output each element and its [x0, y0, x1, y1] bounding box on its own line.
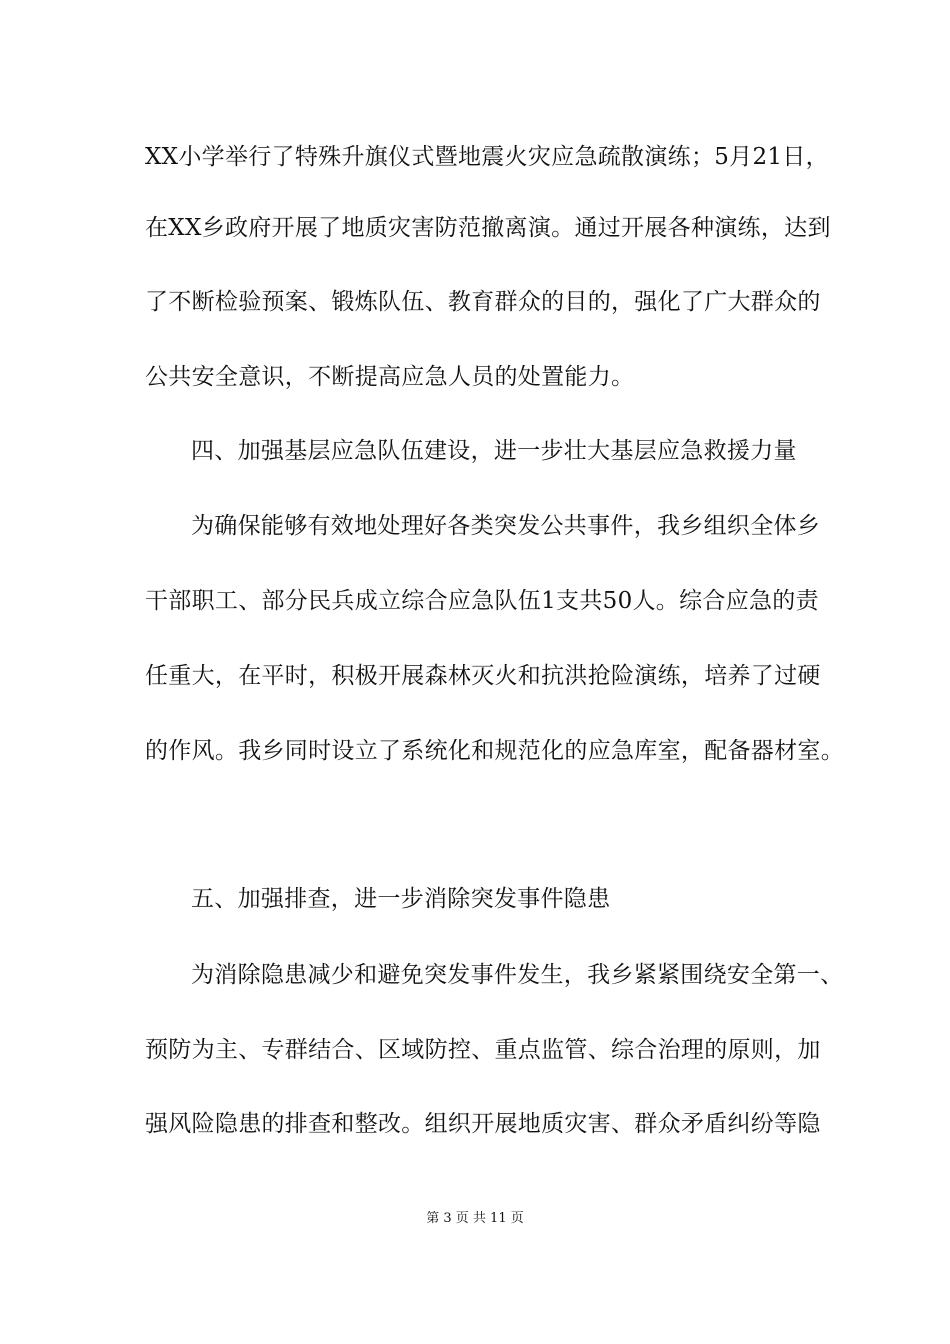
section-heading-4: 四、加强基层应急队伍建设，进一步壮大基层应急救援力量	[191, 438, 797, 464]
paragraph-line: 为消除隐患减少和避免突发事件发生，我乡紧紧围绕安全第一、	[191, 962, 844, 988]
paragraph-line: 了不断检验预案、锻炼队伍、教育群众的目的，强化了广大群众的	[145, 289, 821, 315]
paragraph-line: 在XX乡政府开展了地质灾害防范撤离演。通过开展各种演练，达到	[145, 215, 831, 241]
page-number-footer: 第 3 页 共 11 页	[426, 1211, 524, 1226]
paragraph-line: 干部职工、部分民兵成立综合应急队伍1支共50人。综合应急的责	[145, 588, 819, 614]
paragraph-line: 公共安全意识，不断提高应急人员的处置能力。	[145, 364, 635, 390]
paragraph-line: 任重大，在平时，积极开展森林灭火和抗洪抢险演练，培养了过硬	[145, 663, 821, 689]
paragraph-line: 为确保能够有效地处理好各类突发公共事件，我乡组织全体乡	[191, 513, 821, 539]
paragraph-line: 强风险隐患的排查和整改。组织开展地质灾害、群众矛盾纠纷等隐	[145, 1111, 821, 1137]
section-heading-5: 五、加强排查，进一步消除突发事件隐患	[191, 886, 611, 912]
paragraph-line: 的作风。我乡同时设立了系统化和规范化的应急库室，配备器材室。	[145, 738, 844, 764]
paragraph-line: 预防为主、专群结合、区域防控、重点监管、综合治理的原则，加	[145, 1037, 821, 1063]
paragraph-line: XX小学举行了特殊升旗仪式暨地震火灾应急疏散演练；5月21日，	[145, 144, 829, 170]
